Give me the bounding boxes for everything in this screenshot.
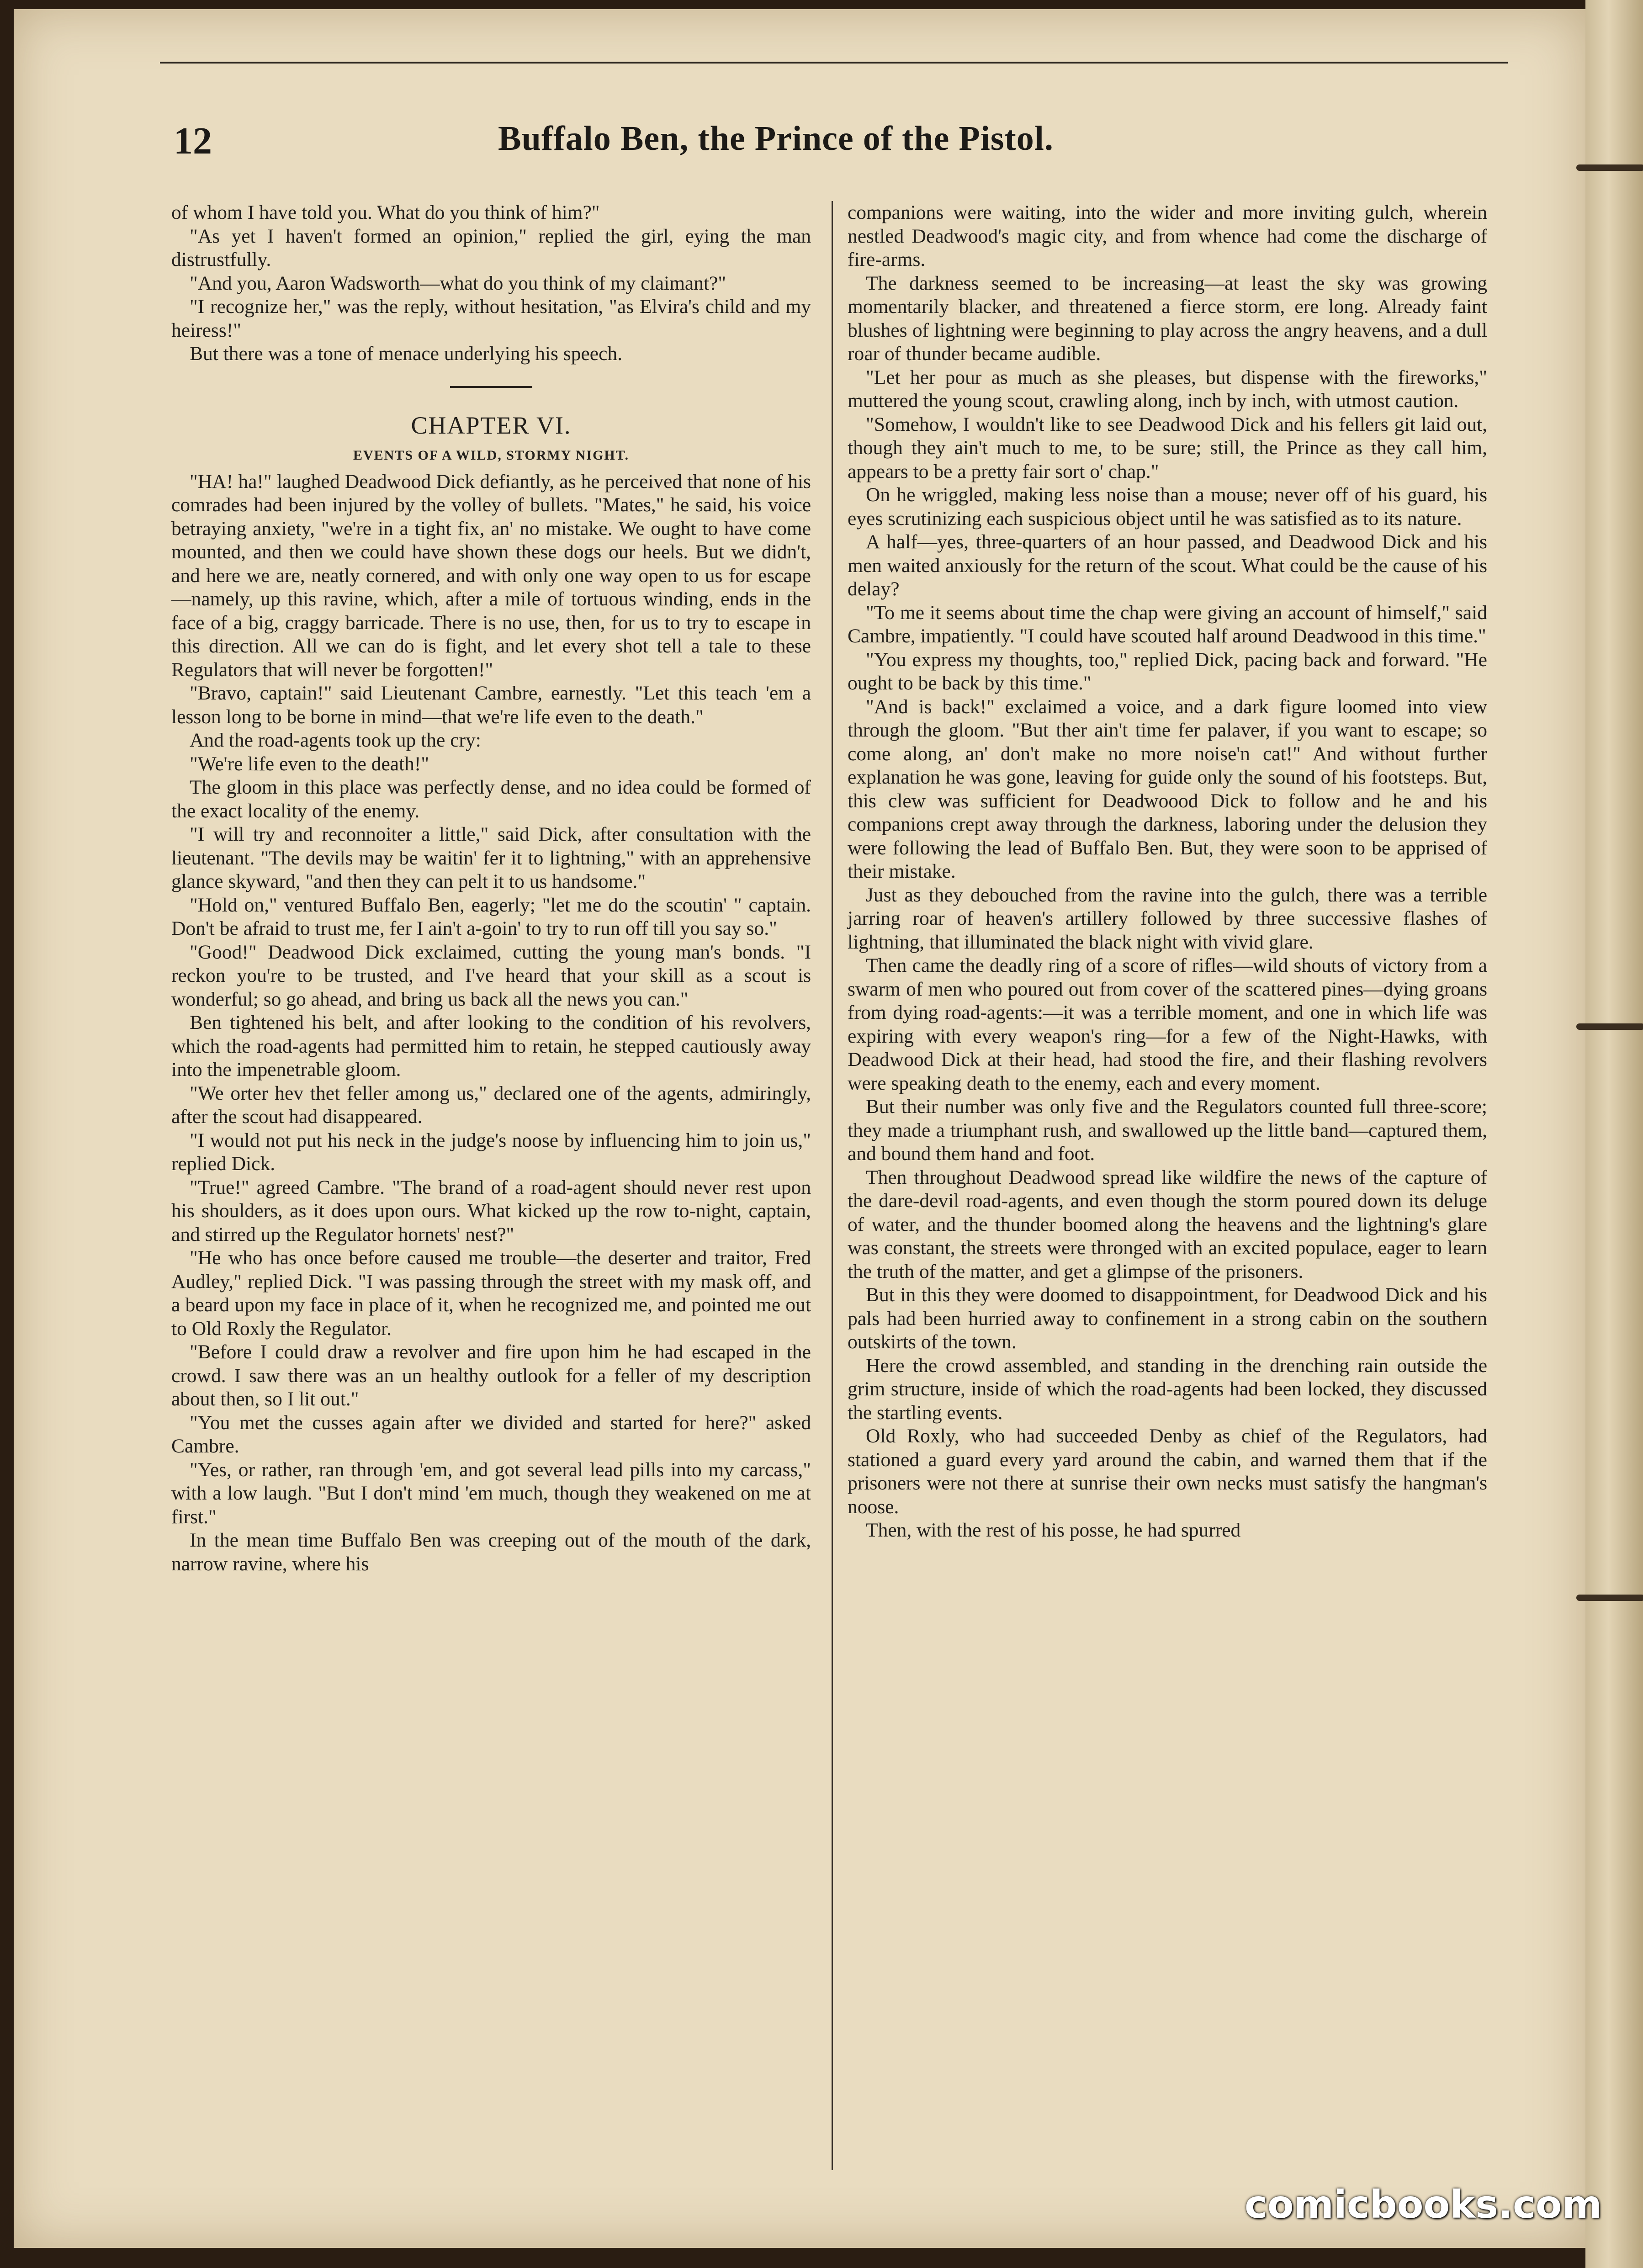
binding-spine	[1585, 0, 1643, 2268]
text-paragraph: "HA! ha!" laughed Deadwood Dick defiantly, as he perceived that none of his comrades had been injured by the volley of bullets. "Mates," he said, his voice betraying anxiety, "we're in a tight fix, an' no mistake. We ought to have come mounted, and then we could have shown these dogs our heels. But we didn't, and here we are, neatly cornered, and with only one way open to us for escape—namely, up this ravine, which, after a mile of tortuous winding, ends in the face of a big, craggy barricade. There is no use, then, for us to try to escape in this direction. All we can do is fight, and let every shot tell a tale to these Regulators that will never be forgotten!"	[171, 470, 811, 681]
magazine-page	[14, 9, 1585, 2248]
text-paragraph: Ben tightened his belt, and after looking to the condition of his revolvers, which the road-agents had permitted him to retain, he stepped cautiously away into the impenetrable gloom.	[171, 1012, 811, 1081]
text-paragraph: "Good!" Deadwood Dick exclaimed, cutting the young man's bonds. "I reckon you're to be trusted, and I've heard that your skill as a scout is wonderful; so go ahead, and bring us back all the news you can."	[171, 941, 811, 1010]
text-paragraph: "We're life even to the death!"	[190, 752, 429, 775]
text-paragraph: "True!" agreed Cambre. "The brand of a road-agent should never rest upon his shoulders, as it does upon ours. What kicked up the row to-night, captain, and stirred up the Regulator hornets' nest?"	[171, 1176, 811, 1245]
page-header	[160, 119, 1494, 169]
text-paragraph: "Yes, or rather, ran through 'em, and got several lead pills into my carcass," with a low laugh. "But I don't mind 'em much, though they weakened on me at first."	[171, 1458, 811, 1528]
text-paragraph: "And you, Aaron Wadsworth—what do you think of my claimant?"	[190, 272, 726, 294]
running-title: Buffalo Ben, the Prince of the Pistol.	[498, 119, 1054, 158]
text-paragraph: "Hold on," ventured Buffalo Ben, eagerly; "let me do the scoutin' " captain. Don't be afraid to trust me, fer I ain't a-goin' to try to run off till you say so."	[171, 894, 811, 939]
text-paragraph: But there was a tone of menace underlying his speech.	[190, 343, 623, 365]
header-rule	[160, 62, 1508, 64]
text-paragraph: "He who has once before caused me trouble—the deserter and traitor, Fred Audley," replied Dick. "I was passing through the street with my mask off, and a beard upon my face in place of it, when he recognized me, and pointed me out to Old Roxly the Regulator.	[171, 1247, 811, 1340]
text-paragraph: On he wriggled, making less noise than a mouse; never off of his guard, his eyes scrutinizing each suspicious object until he was satisfied as to its nature.	[848, 484, 1487, 530]
text-paragraph: Then came the deadly ring of a score of rifles—wild shouts of victory from a swarm of men who poured out from cover of the scattered pines—dying groans from dying road-agents:—it was a terrible moment, and one in which life was expiring with every weapon's ring—for a few of the Night-Hawks, with Deadwood Dick at their head, had stood the fire, and their flashing revolvers were speaking death to the enemy, each and every moment.	[848, 954, 1487, 1094]
text-paragraph: But their number was only five and the Regulators counted full three-score; they made a triumphant rush, and swallowed up the little band—captured them, and bound them hand and foot.	[848, 1096, 1487, 1165]
chapter-divider-rule	[450, 386, 532, 388]
text-paragraph: "I recognize her," was the reply, without hesitation, "as Elvira's child and my heiress!"	[171, 296, 811, 341]
right-column	[848, 201, 1487, 1542]
text-paragraph: Then, with the rest of his posse, he had spurred	[866, 1519, 1241, 1541]
text-paragraph: The gloom in this place was perfectly dense, and no idea could be formed of the exact locality of the enemy.	[171, 776, 811, 822]
text-paragraph: "Somehow, I wouldn't like to see Deadwood Dick and his fellers git laid out, though they ain't much to me, to be sure; still, the Prince as they call him, appears to be a pretty fair sort o' chap."	[848, 413, 1487, 482]
right-column-text	[848, 201, 1487, 1542]
binding-stitch	[1576, 1023, 1643, 1030]
text-paragraph: Then throughout Deadwood spread like wildfire the news of the capture of the dare-devil road-agents, and even though the storm poured down its deluge of water, and the thunder boomed along the heavens and the lightning's glare was constant, the streets were thronged with an excited populace, eager to learn the truth of the matter, and get a glimpse of the prisoners.	[848, 1166, 1487, 1282]
text-paragraph: But in this they were doomed to disappointment, for Deadwood Dick and his pals had been hurried away to confinement in a strong cabin on the southern outskirts of the town.	[848, 1284, 1487, 1353]
binding-stitch	[1576, 1595, 1643, 1601]
page-number: 12	[174, 120, 212, 162]
binding-stitch	[1576, 164, 1643, 171]
text-paragraph: of whom I have told you. What do you think of him?"	[171, 201, 600, 223]
text-paragraph: And the road-agents took up the cry:	[190, 729, 481, 751]
text-paragraph: Just as they debouched from the ravine into the gulch, there was a terrible jarring roar of heaven's artillery followed by three successive flashes of lightning, that illuminated the black night with vivid glare.	[848, 884, 1487, 953]
text-paragraph: Here the crowd assembled, and standing in the drenching rain outside the grim structure, inside of which the road-agents had been locked, they discussed the startling events.	[848, 1354, 1487, 1424]
chapter-text	[171, 470, 811, 1576]
text-paragraph: companions were waiting, into the wider and more inviting gulch, wherein nestled Deadwood's magic city, and from whence had come the discharge of fire-arms.	[848, 201, 1487, 270]
site-watermark: comicbooks.com	[1245, 2182, 1602, 2227]
left-column	[171, 201, 811, 1576]
chapter-title: CHAPTER VI.	[411, 411, 572, 439]
text-paragraph: "Let her pour as much as she pleases, but dispense with the fireworks," muttered the young scout, crawling along, inch by inch, with utmost caution.	[848, 366, 1487, 412]
text-paragraph: "Bravo, captain!" said Lieutenant Cambre, earnestly. "Let this teach 'em a lesson long to be borne in mind—that we're life even to the death."	[171, 682, 811, 728]
text-paragraph: A half—yes, three-quarters of an hour passed, and Deadwood Dick and his men waited anxiously for the return of the scout. What could be the cause of his delay?	[848, 531, 1487, 600]
text-paragraph: "Before I could draw a revolver and fire upon him he had escaped in the crowd. I saw there was an un healthy outlook for a feller of my description about then, so I lit out."	[171, 1341, 811, 1410]
text-paragraph: "I would not put his neck in the judge's noose by influencing him to join us," replied Dick.	[171, 1129, 811, 1175]
chapter-subtitle: EVENTS OF A WILD, STORMY NIGHT.	[353, 447, 630, 463]
text-paragraph: "You express my thoughts, too," replied Dick, pacing back and forward. "He ought to be back by this time."	[848, 648, 1487, 694]
column-divider	[832, 201, 833, 2170]
text-paragraph: "To me it seems about time the chap were giving an account of himself," said Cambre, impatiently. "I could have scouted half around Deadwood in this time."	[848, 601, 1487, 647]
text-paragraph: Old Roxly, who had succeeded Denby as chief of the Regulators, had stationed a guard every yard around the cabin, and warned them that if the prisoners were not there at sunrise their own necks must satisfy the hangman's noose.	[848, 1425, 1487, 1518]
pre-chapter-text	[171, 201, 811, 366]
text-paragraph: "And is back!" exclaimed a voice, and a dark figure loomed into view through the gloom. "But ther ain't time fer palaver, if you want to escape; so come along, an' don't make no more noise'n cat!" And without further explanation he was gone, leaving for guide only the sound of his footsteps. But, this clew was sufficient for Deadwoood Dick to follow and he and his companions crept away through the darkness, laboring under the delusion they were following the lead of Buffalo Ben. But, they were soon to be apprised of their mistake.	[848, 695, 1487, 882]
text-paragraph: "As yet I haven't formed an opinion," replied the girl, eying the man distrustfully.	[171, 225, 811, 270]
text-paragraph: "I will try and reconnoiter a little," said Dick, after consultation with the lieutenant. "The devils may be waitin' fer it to lightning," with an apprehensive glance skyward, "and then they can pelt it to us handsome."	[171, 823, 811, 892]
text-paragraph: "We orter hev thet feller among us," declared one of the agents, admiringly, after the scout had disappeared.	[171, 1082, 811, 1128]
text-paragraph: "You met the cusses again after we divided and started for here?" asked Cambre.	[171, 1411, 811, 1457]
text-paragraph: The darkness seemed to be increasing—at least the sky was growing momentarily blacker, and threatened a fierce storm, ere long. Already faint blushes of lightning were beginning to play across the angry heavens, and a dull roar of thunder became audible.	[848, 272, 1487, 365]
text-paragraph: In the mean time Buffalo Ben was creeping out of the mouth of the dark, narrow ravine, where his	[171, 1529, 811, 1575]
